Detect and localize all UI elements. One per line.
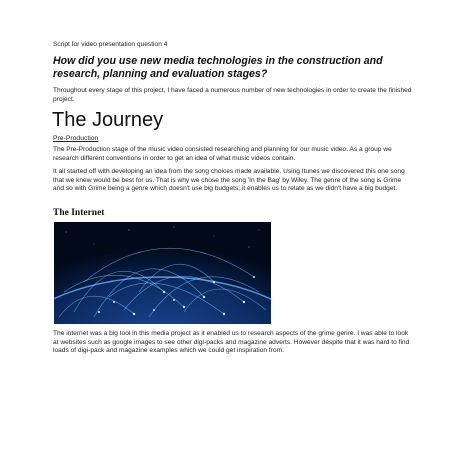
paragraph-song-choice: It all started off with developing an idea from the song choices made available. Using Itunes we discovered this one song that we knew would be best for us. That is why we chose the song 'In the Bag' by Wiley. The genre of the song is Grime and so with Grime being a genre which doesn't use big budgets, it enables us to relate as we didn't have a big budget. (53, 168, 405, 193)
paragraph-pre-production: The Pre-Production stage of the music video consisted researching and planning for our music video. As a group we research different conventions in order to get an idea of what music videos contain. (53, 146, 392, 162)
pre-production-subheading: Pre-Production (53, 135, 99, 142)
globe-network-graphic (54, 222, 271, 324)
question-heading: How did you use new media technologies in the construction and research, planning and evaluation stages? (53, 55, 383, 81)
page-title: The Journey (52, 109, 164, 131)
globe-network-image (54, 222, 271, 324)
section-heading-internet: The Internet (53, 208, 105, 218)
paragraph-internet: The internet was a big tool in this media project as it enabled us to research aspects of the grime genre. I was able to look at websites such as google images to see other digi-packs and magazine adverts. However despite that it was hard to find loads of digi-pack and magazine examples which we could get inspiration from. (53, 330, 410, 355)
document-caption: Script for video presentation question 4 (53, 41, 168, 48)
intro-paragraph: Throughout every stage of this project, I have faced a numerous number of new technologies in order to create the finished project. (53, 87, 412, 103)
